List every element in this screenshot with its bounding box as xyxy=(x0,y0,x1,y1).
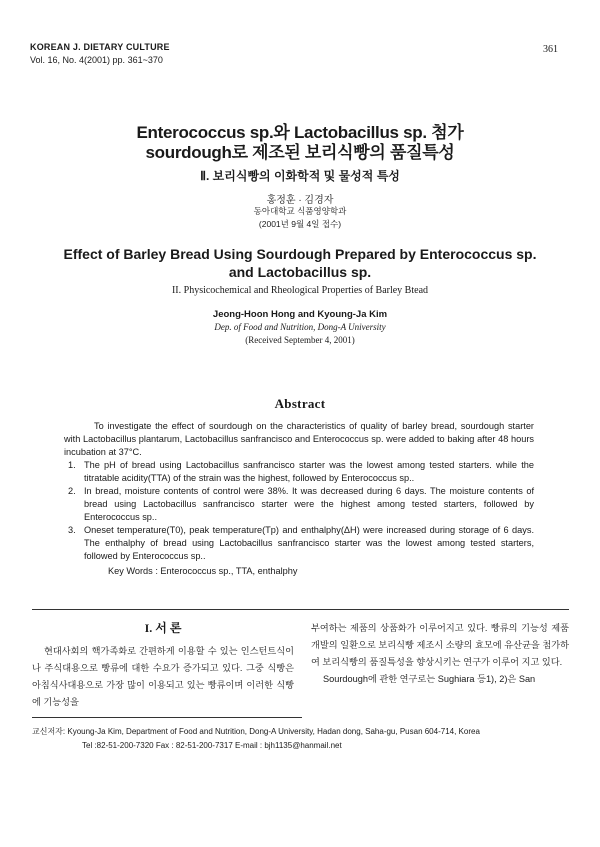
english-received-date: (Received September 4, 2001) xyxy=(245,335,355,345)
korean-affiliation: 동아대학교 식품영양학과 xyxy=(253,206,347,216)
section-divider xyxy=(32,609,569,610)
korean-received-date: (2001년 9월 4일 접수) xyxy=(258,219,342,229)
item-number: 1. xyxy=(68,460,76,470)
korean-subtitle: Ⅱ. 보리식빵의 이화학적 및 물성적 특성 xyxy=(200,169,400,183)
item-number: 3. xyxy=(68,525,76,535)
english-subtitle: II. Physicochemical and Rheological Properties of Barley Btead xyxy=(171,285,429,296)
right-column xyxy=(311,620,569,688)
volume-info: Vol. 16, No. 4(2001) pp. 361~370 xyxy=(30,55,163,65)
korean-authors: 홍정훈 · 김경자 xyxy=(266,195,334,206)
abstract-intro: To investigate the effect of sourdough on the characteristics of quality of barley bread, sourdough starter with Lactobacillus plantarum, Lactobacillus sanfrancisco and Enterococcus sp. were added to baking after 48 hours incubation at 37°C. xyxy=(64,421,534,457)
english-authors: Jeong-Hoon Hong and Kyoung-Ja Kim xyxy=(212,309,388,320)
english-title-line2: and Lactobacillus sp. xyxy=(228,264,372,280)
item-text: The pH of bread using Lactobacillus sanfrancisco starter was the lowest among tested starters. while the titratable acidity(TTA) of the strain was the highest, followed by Enterococcus sp.. xyxy=(84,460,534,483)
korean-title-line1: Enterococcus sp.와 Lactobacillus sp. 첨가 xyxy=(136,123,464,142)
footnote-line2: Tel :82-51-200-7320 Fax : 82-51-200-7317 E-mail : bjh1135@hanmail.net xyxy=(82,741,342,750)
item-text: In bread, moisture contents of control were 38%. It was decreased during 6 days. The moisture contents of bread using Lactobacillus sanfrancisco starter were the highest among tested starters, followed by Enterococcus sp.. xyxy=(84,486,534,522)
left-column xyxy=(32,620,294,711)
english-title-line1: Effect of Barley Bread Using Sourdough Prepared by Enterococcus sp. xyxy=(63,246,537,262)
abstract-heading: Abstract xyxy=(274,396,326,411)
item-number: 2. xyxy=(68,486,76,496)
right-paragraph-1: 부여하는 제품의 상품화가 이루어지고 있다. 빵류의 기능성 제품 개발의 일환으로 보리식빵 제조시 소량의 효모에 유산균을 첨가하여 보리식빵의 품질특성을 향상시키는 연구가 이루어 지고 있다. xyxy=(311,623,569,667)
left-paragraph: 현대사회의 핵가족화로 간편하게 이용할 수 있는 인스턴트식이나 주식대용으로 빵류에 대한 수요가 증가되고 있다. 그중 식빵은 아침식사대용으로 가장 많이 이용되고 있는 빵류이며 이러한 식빵에 기능성을 xyxy=(32,646,294,707)
footnote-line1: 교신저자: Kyoung-Ja Kim, Department of Food and Nutrition, Dong-A University, Hadan dong, Saha-gu, Pusan 604-714, Korea xyxy=(32,727,480,736)
korean-title-line2: sourdough로 제조된 보리식빵의 품질특성 xyxy=(145,143,455,162)
journal-name: KOREAN J. DIETARY CULTURE xyxy=(30,42,170,52)
abstract-body xyxy=(64,420,534,563)
abstract-item xyxy=(68,485,534,524)
english-affiliation: Dep. of Food and Nutrition, Dong-A University xyxy=(214,322,386,332)
keywords: Key Words : Enterococcus sp., TTA, enthalphy xyxy=(108,566,298,576)
introduction-heading: I. 서 론 xyxy=(144,621,182,635)
page-number: 361 xyxy=(543,44,558,55)
item-text: Oneset temperature(T0), peak temperature(Tp) and enthalphy(ΔH) were increased during storage of 6 days. The enthalphy of bread using Lactobacillus sanfrancisco starter was the lowest among tested starters, followed by Enterococcus sp.. xyxy=(84,525,534,561)
right-paragraph-2: Sourdough에 관한 연구로는 Sughiara 등1), 2)은 San xyxy=(323,674,536,684)
abstract-list xyxy=(64,459,534,563)
abstract-item xyxy=(68,459,534,485)
abstract-item xyxy=(68,524,534,563)
footnote-divider xyxy=(32,717,302,718)
